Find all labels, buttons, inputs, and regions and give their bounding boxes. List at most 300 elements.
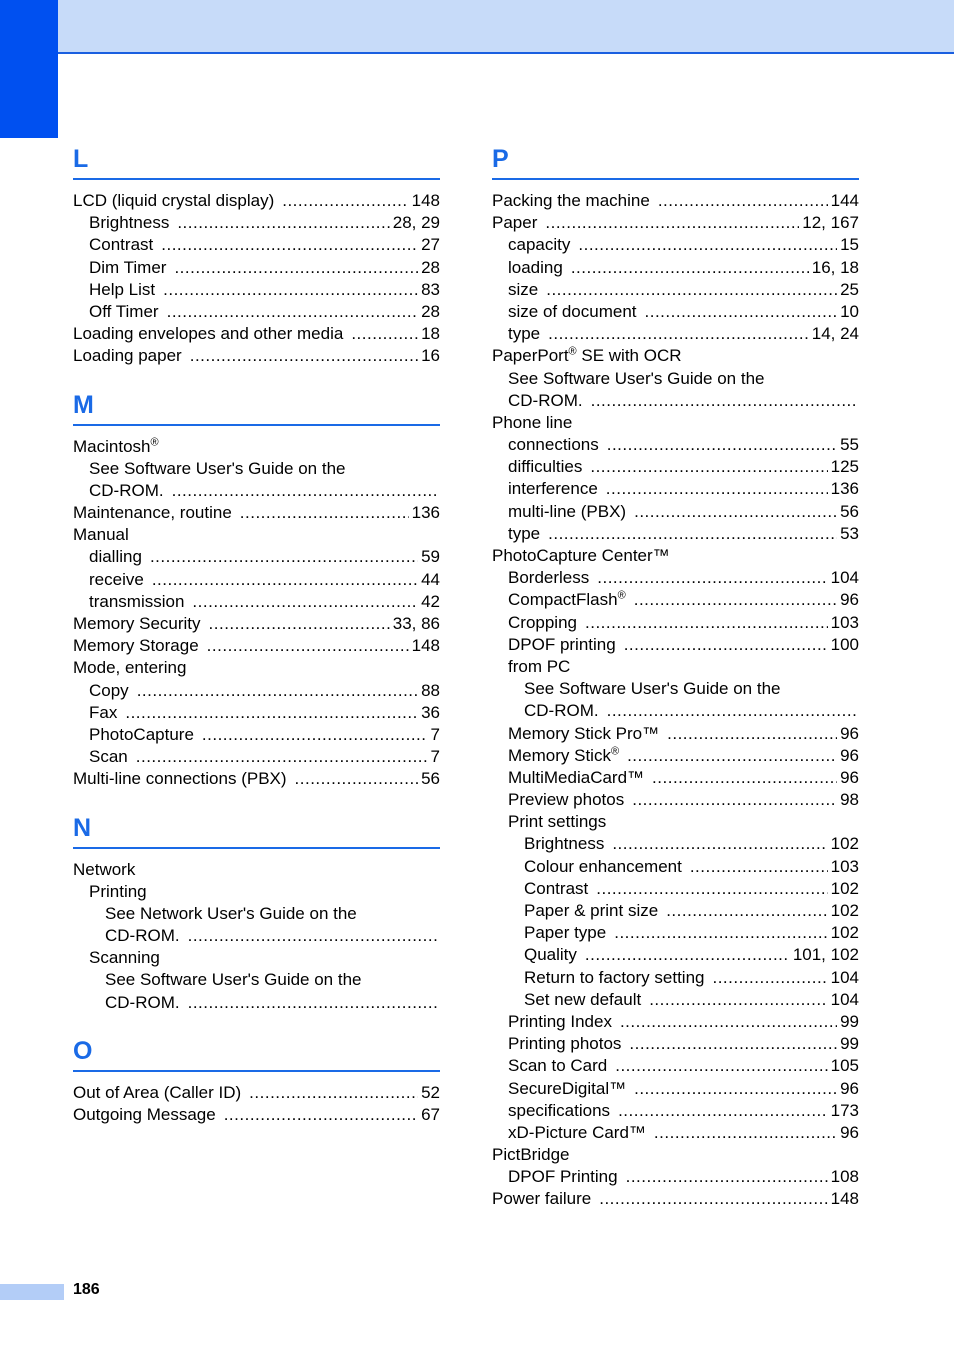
header-band: [0, 0, 954, 54]
index-term-text: Loading paper: [73, 346, 182, 366]
index-entry-fax: [73, 702, 440, 724]
index-entry-cropping: [492, 612, 859, 634]
dot-leader: [712, 967, 827, 989]
index-term: [73, 1104, 216, 1126]
index-entry-from-pc: [492, 656, 859, 678]
index-term-text: Dim Timer: [89, 257, 167, 277]
footer-tab: [0, 1284, 64, 1300]
index-entry-compactflash: [492, 589, 859, 611]
index-term-text: SecureDigital™: [508, 1078, 627, 1098]
dot-leader: [152, 569, 418, 591]
index-term-text: Colour enhancement: [524, 856, 682, 876]
index-term-text: Borderless: [508, 568, 590, 588]
index-term-text: Set new default: [524, 989, 642, 1009]
index-term-text: Manual: [73, 525, 129, 545]
index-entry-see-software-user-s-guide-on-the: [492, 678, 859, 700]
index-term-text: Scan: [89, 747, 128, 767]
index-term: [508, 368, 765, 390]
index-term-text: Maintenance, routine: [73, 503, 232, 523]
index-entry-scan-to-card: [492, 1055, 859, 1077]
index-term-text: multi-line (PBX): [508, 501, 627, 521]
page-reference: 10: [840, 301, 859, 321]
page-reference: 25: [840, 279, 859, 299]
index-term-text: Memory Stick: [508, 745, 611, 765]
index-entry-dim-timer: [73, 257, 440, 279]
page-reference: 12, 167: [802, 213, 859, 233]
index-entry-cd-rom: [73, 925, 440, 947]
index-term: [524, 678, 781, 700]
index-entry-colour-enhancement: [492, 856, 859, 878]
dot-leader: [571, 257, 809, 279]
dot-leader: [578, 234, 837, 256]
index-term-text: specifications: [508, 1100, 611, 1120]
index-term-text: Memory Security: [73, 614, 201, 633]
index-term-text: Copy: [89, 680, 129, 700]
index-term: [89, 746, 128, 768]
index-term: [508, 1078, 626, 1100]
dot-leader: [209, 613, 390, 635]
index-entry-help-list: [73, 279, 440, 301]
page-reference: 101, 102: [792, 945, 859, 965]
index-term-text: Multi-line connections (PBX): [73, 769, 287, 789]
dot-leader: [596, 878, 827, 900]
index-term: [89, 680, 129, 702]
dot-leader: [666, 900, 827, 922]
page-reference: 108: [830, 1167, 859, 1187]
index-term: [73, 345, 182, 367]
page-reference: 83: [421, 279, 440, 299]
dot-leader: [607, 434, 837, 456]
index-term: [89, 569, 144, 591]
index-entry-cd-rom: [73, 480, 440, 502]
page-reference: 136: [411, 503, 440, 523]
dot-leader: [614, 922, 827, 944]
index-term-text: Loading envelopes and other media: [73, 324, 344, 344]
index-term-text: Paper & print size: [524, 901, 659, 920]
index-term-text: Printing photos: [508, 1034, 622, 1054]
index-term: [508, 567, 589, 589]
page-reference: 59: [421, 547, 440, 567]
index-entry-dpof-printing: [492, 634, 859, 656]
page-reference: 15: [840, 235, 859, 255]
index-term-text: Memory Storage: [73, 636, 199, 656]
dot-leader: [207, 635, 409, 657]
index-entry-maintenance-routine: [73, 502, 440, 524]
index-entry-loading-paper: [73, 345, 440, 367]
index-term-text: Contrast: [89, 235, 154, 255]
index-entry-see-network-user-s-guide-on-the: [73, 903, 440, 925]
dot-leader: [627, 745, 837, 767]
index-entry-outgoing-message: [73, 1104, 440, 1126]
index-term: [508, 478, 598, 500]
index-term: [524, 989, 641, 1011]
dot-leader: [585, 612, 828, 634]
index-entry-pictbridge: [492, 1144, 859, 1166]
index-term-text: Fax: [89, 702, 118, 722]
index-term-text: Help List: [89, 279, 156, 299]
index-term: [89, 212, 169, 234]
registered-mark: ®: [150, 435, 159, 448]
dot-leader: [624, 634, 828, 656]
index-term-text: Preview photos: [508, 790, 625, 810]
index-entry-cd-rom: [492, 390, 859, 412]
index-term-text: type: [508, 324, 541, 344]
dot-leader: [163, 279, 418, 301]
page-reference: 148: [411, 636, 440, 656]
index-term-text: MultiMediaCard™: [508, 767, 645, 787]
index-term: [89, 546, 142, 568]
section-heading-m: M: [73, 388, 440, 426]
page-reference: 96: [840, 767, 859, 787]
index-term-text: See Software User's Guide on the: [105, 970, 362, 990]
index-entry-brightness: [73, 212, 440, 234]
index-term: [508, 745, 619, 767]
dot-leader: [599, 1188, 827, 1210]
chapter-tab: [0, 0, 58, 138]
page-reference: 104: [830, 967, 859, 987]
index-entry-printing-index: [492, 1011, 859, 1033]
index-term: [508, 390, 583, 412]
dot-leader: [667, 723, 837, 745]
index-entry-transmission: [73, 591, 440, 613]
index-term-text: Mode, entering: [73, 658, 187, 678]
index-entry-preview-photos: [492, 789, 859, 811]
index-entry-contrast: [73, 234, 440, 256]
index-term: [508, 634, 616, 656]
page-reference: 96: [840, 745, 859, 765]
page-reference: 148: [411, 191, 440, 210]
index-term-text: Cropping: [508, 612, 577, 632]
index-term-text: Scanning: [89, 948, 160, 968]
index-term: [89, 947, 160, 969]
dot-leader: [612, 833, 827, 855]
page-reference: 16, 18: [811, 257, 859, 277]
index-term: [73, 502, 232, 524]
dot-leader: [282, 190, 408, 212]
index-term-text: Paper type: [524, 923, 607, 943]
index-term: [105, 925, 180, 947]
index-term: [508, 767, 644, 789]
page-reference: 98: [840, 790, 859, 810]
index-entry-macintosh: [73, 436, 440, 458]
index-entry-photocapture-center: [492, 545, 859, 567]
index-term: [508, 501, 626, 523]
page-reference: 173: [830, 1100, 859, 1120]
index-term: [508, 589, 626, 611]
page-reference: 125: [830, 457, 859, 477]
index-term-text: difficulties: [508, 457, 583, 477]
index-entry-paper: [492, 212, 859, 234]
index-term: [89, 279, 155, 301]
dot-leader: [192, 591, 418, 613]
index-term-text: Macintosh: [73, 436, 151, 456]
index-entry-cd-rom: [73, 992, 440, 1014]
index-entry-return-to-factory-setting: [492, 967, 859, 989]
page-reference: 36: [421, 702, 440, 722]
index-entry-paper-print-size: [492, 900, 859, 922]
index-term-text: type: [508, 523, 541, 543]
index-term: [73, 1082, 241, 1104]
dot-leader: [177, 212, 389, 234]
registered-mark: ®: [617, 589, 626, 602]
dot-leader: [150, 546, 418, 568]
dot-leader: [606, 478, 828, 500]
index-term: [508, 723, 659, 745]
page-reference: 7: [430, 724, 440, 744]
index-term-text: DPOF printing: [508, 634, 616, 654]
index-term: [105, 903, 357, 925]
index-term-text: PhotoCapture: [89, 724, 194, 744]
dot-leader: [174, 257, 418, 279]
page-reference: 102: [830, 878, 859, 898]
index-entry-network: [73, 859, 440, 881]
index-term: [508, 811, 606, 833]
section-gap: [73, 1014, 440, 1034]
index-term: [492, 345, 682, 367]
index-term-text: Out of Area (Caller ID): [73, 1082, 242, 1102]
dot-leader: [585, 944, 790, 966]
index-term: [524, 922, 606, 944]
index-column-left: [73, 142, 440, 1126]
dot-leader: [597, 567, 827, 589]
page-reference: 99: [840, 1011, 859, 1031]
index-entry-type: [492, 323, 859, 345]
page-reference: 100: [830, 634, 859, 654]
index-term: [524, 833, 604, 855]
index-term-text: CD-ROM.: [508, 390, 583, 410]
page-reference: 104: [830, 989, 859, 1009]
index-entry-contrast: [492, 878, 859, 900]
index-term-text: CD-ROM.: [524, 701, 599, 721]
dot-leader: [224, 1104, 418, 1126]
index-term: [524, 878, 588, 900]
index-term-text: See Network User's Guide on the: [105, 903, 357, 923]
index-entry-copy: [73, 680, 440, 702]
index-term: [73, 768, 287, 790]
index-entry-paperport: [492, 345, 859, 367]
index-term: [89, 724, 194, 746]
dot-leader: [620, 1011, 837, 1033]
page-reference: 99: [840, 1034, 859, 1054]
page-reference: 105: [830, 1056, 859, 1076]
page-reference: 52: [421, 1082, 440, 1102]
index-term: [508, 1100, 610, 1122]
dot-leader: [188, 925, 437, 947]
page-reference: 96: [840, 1078, 859, 1098]
index-entry-photocapture: [73, 724, 440, 746]
dot-leader: [654, 1122, 837, 1144]
index-entry-size-of-document: [492, 301, 859, 323]
index-entry-xd-picture-card: [492, 1122, 859, 1144]
index-entry-loading-envelopes-and-other-media: [73, 323, 440, 345]
index-term: [73, 657, 186, 679]
index-term-text: size of document: [508, 301, 637, 321]
dot-leader: [626, 1166, 828, 1188]
index-term: [105, 969, 362, 991]
index-term: [524, 700, 599, 722]
index-term-text: Quality: [524, 945, 577, 965]
index-term-text: See Software User's Guide on the: [508, 368, 765, 388]
dot-leader: [658, 190, 828, 212]
page-reference: 18: [421, 324, 440, 344]
page-reference: 28, 29: [392, 213, 440, 233]
index-entry-memory-stick-pro: [492, 723, 859, 745]
dot-leader: [634, 1078, 837, 1100]
index-term-text: Outgoing Message: [73, 1105, 216, 1124]
index-entry-power-failure: [492, 1188, 859, 1210]
page-reference: 42: [421, 591, 440, 611]
index-term-text: interference: [508, 479, 598, 499]
index-term: [508, 434, 599, 456]
index-term: [508, 1166, 618, 1188]
index-term-text: LCD (liquid crystal display): [73, 191, 275, 210]
index-entry-printing-photos: [492, 1033, 859, 1055]
index-entry-connections: [492, 434, 859, 456]
dot-leader: [645, 301, 838, 323]
index-term-text: See Software User's Guide on the: [524, 679, 781, 699]
page-reference: 96: [840, 590, 859, 610]
index-term: [89, 301, 159, 323]
index-term: [73, 436, 159, 458]
index-term-text: Brightness: [89, 213, 170, 233]
index-term-text: Phone line: [492, 412, 573, 432]
dot-leader: [172, 480, 437, 502]
index-term: [508, 1055, 607, 1077]
index-entry-scan: [73, 746, 440, 768]
index-term-text: Power failure: [492, 1189, 592, 1209]
index-term-text: Brightness: [524, 834, 605, 854]
index-term: [524, 967, 704, 989]
index-term: [89, 458, 346, 480]
page-number: 186: [73, 1281, 100, 1298]
index-term-text: Scan to Card: [508, 1056, 608, 1076]
dot-leader: [125, 702, 418, 724]
index-term-text: Print settings: [508, 812, 607, 832]
index-entry-see-software-user-s-guide-on-the: [73, 458, 440, 480]
page-reference: 102: [830, 901, 859, 920]
index-entry-size: [492, 279, 859, 301]
page-reference: 144: [830, 191, 859, 210]
index-term-text: DPOF Printing: [508, 1167, 618, 1187]
index-term-text: connections: [508, 435, 599, 455]
section-heading-l: L: [73, 142, 440, 180]
index-entry-dpof-printing: [492, 1166, 859, 1188]
index-term-text: receive: [89, 569, 144, 589]
dot-leader: [634, 589, 837, 611]
index-term-text: transmission: [89, 591, 185, 611]
index-term: [492, 1188, 591, 1210]
index-term-text: Printing Index: [508, 1011, 612, 1031]
page-reference: 33, 86: [392, 614, 440, 633]
index-term-text: PhotoCapture Center™: [492, 546, 670, 565]
index-term-text: PictBridge: [492, 1145, 570, 1165]
index-term-text: CompactFlash: [508, 590, 618, 610]
index-term-text: PaperPort: [492, 346, 569, 366]
index-term-text: loading: [508, 257, 563, 277]
dot-leader: [167, 301, 418, 323]
dot-leader: [590, 456, 827, 478]
index-term: [73, 323, 343, 345]
index-term-text: Printing: [89, 881, 147, 901]
page-reference: 14, 24: [811, 324, 859, 344]
index-term: [73, 613, 201, 635]
dot-leader: [634, 501, 837, 523]
page-reference: 28: [421, 257, 440, 277]
index-term-text: Off Timer: [89, 301, 159, 321]
index-entry-type: [492, 523, 859, 545]
dot-leader: [295, 768, 419, 790]
index-term: [89, 480, 164, 502]
index-term-text: dialling: [89, 547, 142, 567]
index-entry-dialling: [73, 546, 440, 568]
page-reference: 96: [840, 723, 859, 743]
index-term-text: CD-ROM.: [105, 926, 180, 946]
page-reference: 148: [830, 1189, 859, 1209]
dot-leader: [240, 502, 409, 524]
index-term-text: size: [508, 279, 539, 299]
index-entry-paper-type: [492, 922, 859, 944]
index-term-text: xD-Picture Card™: [508, 1122, 646, 1142]
index-term-text: Contrast: [524, 878, 589, 898]
index-term: [89, 881, 147, 903]
index-entry-memory-storage: [73, 635, 440, 657]
index-term-text: See Software User's Guide on the: [89, 458, 346, 478]
dot-leader: [591, 390, 856, 412]
index-entry-printing: [73, 881, 440, 903]
index-term-text: Packing the machine: [492, 191, 650, 210]
dot-leader: [188, 992, 437, 1014]
page-reference: 27: [421, 235, 440, 255]
index-entry-specifications: [492, 1100, 859, 1122]
index-term: [508, 323, 540, 345]
page-reference: 53: [840, 523, 859, 543]
page-reference: 56: [840, 501, 859, 521]
index-entry-packing-the-machine: [492, 190, 859, 212]
dot-leader: [618, 1100, 828, 1122]
section-heading-n: N: [73, 811, 440, 849]
index-entry-print-settings: [492, 811, 859, 833]
registered-mark: ®: [610, 745, 620, 758]
page-reference: 102: [830, 923, 859, 943]
dot-leader: [548, 323, 809, 345]
index-term: [524, 944, 577, 966]
dot-leader: [652, 767, 837, 789]
index-term: [508, 456, 582, 478]
dot-leader: [629, 1033, 837, 1055]
dot-leader: [546, 279, 837, 301]
index-term: [508, 279, 538, 301]
page-reference: 28: [421, 301, 440, 321]
page-reference: 55: [840, 435, 859, 455]
index-entry-phone-line: [492, 412, 859, 434]
dot-leader: [202, 724, 428, 746]
index-column-right: [492, 142, 859, 1211]
section-heading-o: O: [73, 1034, 440, 1072]
index-entry-lcd-liquid-crystal-display: [73, 190, 440, 212]
section-gap: [73, 791, 440, 811]
page-reference: 136: [830, 479, 859, 499]
dot-leader: [607, 700, 856, 722]
index-term-text: Paper: [492, 213, 538, 233]
index-term: [73, 524, 129, 546]
dot-leader: [249, 1082, 418, 1104]
page-reference: 96: [840, 1122, 859, 1142]
dot-leader: [615, 1055, 827, 1077]
page-reference: 7: [430, 747, 440, 767]
index-entry-multi-line-connections-pbx: [73, 768, 440, 790]
page-reference: 44: [421, 569, 440, 589]
index-term-text: Network: [73, 859, 136, 879]
